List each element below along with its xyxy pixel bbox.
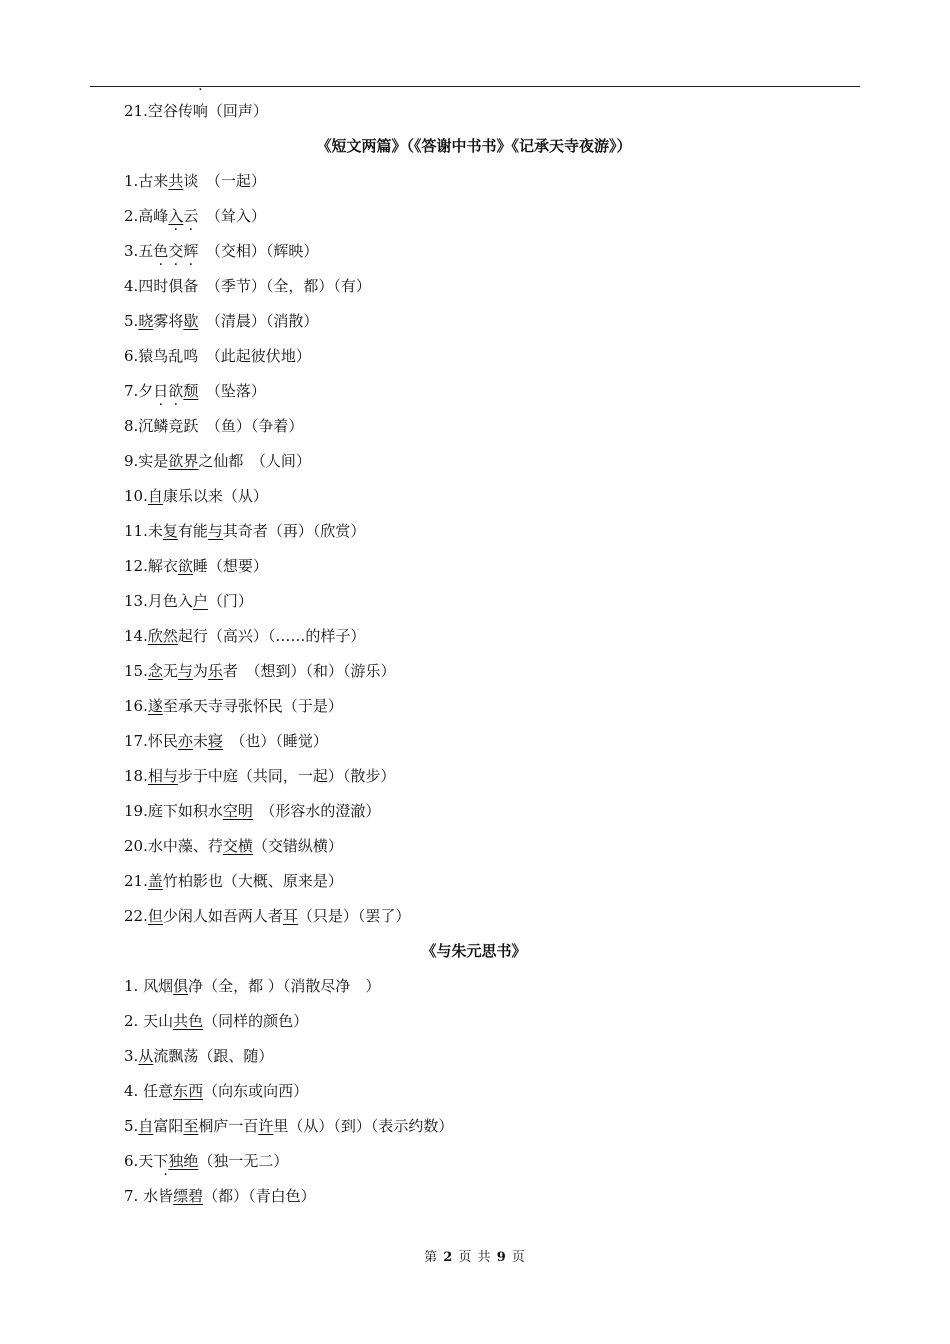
text-segment: 20.水中藻、荇 [124,837,223,855]
text-segment: 8.沉 [124,417,154,435]
underlined-term: 俱 [173,977,189,995]
text-segment: 为 [192,662,208,680]
text-segment: 1. 风烟 [124,977,174,995]
underlined-term: 亦 [177,732,193,750]
dotted-term: 交 [168,242,184,260]
text-segment: （同样的颜色） [203,1012,309,1030]
underlined-term: 共色 [173,1012,204,1030]
text-segment: 22. [124,907,148,925]
item-z7-piaobi [124,1181,824,1216]
section-title-duanwen-liangpian [124,131,824,166]
item-19-kongming [124,796,824,831]
item-11-weifu [124,516,824,551]
text-segment: 16. [124,697,148,715]
text-segment: 13.月色入 [124,592,193,610]
text-segment: 云 （耸入） [183,207,266,225]
item-18-xiangyu [124,761,824,796]
footer-suffix: 页 [511,1250,526,1265]
item-z1-fengyan [124,971,824,1006]
underlined-term: 颓 [183,382,199,400]
text-segment: （季节）（全，都）（有） [198,277,371,295]
page-footer [0,1246,950,1265]
item-6-yuanniao [124,341,824,376]
text-segment: 雾将 [153,312,184,330]
text-segment: 18. [124,767,148,785]
text-segment: （也）（睡觉） [222,732,328,750]
item-z4-renyi [124,1076,824,1111]
text-segment: 富阳 [153,1117,184,1135]
underlined-term: 与 [207,522,223,540]
item-17-huaimin [124,726,824,761]
dotted-term: 俱 [168,277,184,295]
text-segment: （都）（青白色） [203,1187,316,1205]
dotted-term: 辉 [183,242,199,260]
underlined-term: 欲界 [168,452,199,470]
text-segment: 竹柏影也（大概、原来是） [162,872,343,890]
underlined-term: 与 [177,662,193,680]
text-segment: 7.夕日欲 [124,382,184,400]
text-segment: 康乐以来（从） [162,487,268,505]
underlined-term: 欣然 [147,627,178,645]
underlined-term: 欲 [177,557,193,575]
text-segment: 谈 （一起） [183,172,266,190]
underlined-term: 但 [147,907,163,925]
text-segment: 有能 [177,522,208,540]
dotted-term: 竞 [168,417,184,435]
text-segment: 4.四 [124,277,154,295]
text-segment: （清晨）（消散） [198,312,319,330]
text-segment: 里（从）（到）（表示约数） [273,1117,454,1135]
underlined-term: 空明 [222,802,253,820]
text-segment: （交错纵横） [252,837,343,855]
footer-page-number: 2 [443,1250,454,1265]
text-segment: 桐庐一百 [198,1117,259,1135]
text-segment: 者 （想到）（和）（游乐） [222,662,396,680]
item-10-kangle [124,481,824,516]
text-segment: 1.古来 [124,172,169,190]
text-segment: （形容水的澄澈） [252,802,381,820]
item-1-gulai [124,166,824,201]
text-segment: 12.解衣 [124,557,178,575]
text-segment: 10. [124,487,148,505]
underlined-term: 耳 [282,907,298,925]
item-z6-dujue [124,1146,824,1181]
text-segment: 4. 任意 [124,1082,174,1100]
item-z5-zifuyang [124,1111,824,1146]
text-segment: 步于中庭（共同，一起）（散步） [177,767,396,785]
text-segment: 之仙都 （人间） [198,452,311,470]
text-segment: 睡（想要） [192,557,268,575]
text-segment: 2. 天山 [124,1012,174,1030]
dotted-term: 响 [192,102,208,120]
underlined-term: 遂 [147,697,163,715]
item-13-yuese [124,586,824,621]
item-8-chenlin [124,411,824,446]
text-segment: 21.空谷传 [124,102,193,120]
item-12-jieyi [124,551,824,586]
underlined-term: 盖 [147,872,163,890]
underlined-term: 寝 [207,732,223,750]
text-segment: 2.高峰 [124,207,169,225]
underlined-term: 缥碧 [173,1187,204,1205]
underlined-term: 许 [258,1117,274,1135]
item-21-gai [124,866,824,901]
footer-total-pages: 9 [496,1250,507,1265]
document-body [124,96,824,1216]
item-7-xiri [124,376,824,411]
text-segment: 起行（高兴）（……的样子） [177,627,366,645]
header-rule [90,86,860,87]
text-segment: 7. 水 [124,1187,159,1205]
dotted-term: 备 [183,277,199,295]
item-22-dan [124,901,824,936]
text-segment: 21. [124,872,148,890]
item-20-jiaoheng [124,831,824,866]
underlined-term: 共 [168,172,184,190]
item-21-kongu [124,96,824,131]
text-segment: 流飘荡（跟、随） [153,1047,274,1065]
footer-mid: 页 共 [458,1250,492,1265]
dotted-term: 皆 [158,1187,174,1205]
item-15-nianwu [124,656,824,691]
text-segment: （门） [207,592,253,610]
text-segment: 3. [124,1047,139,1065]
dotted-term: 鳞 [153,417,169,435]
text-segment: （独一无二） [198,1152,289,1170]
section-title-yu-zhu-yuansi-shu [124,936,824,971]
underlined-term: 念 [147,662,163,680]
text-segment: 《与朱元思书》 [421,942,527,960]
dotted-term: 时 [153,277,169,295]
item-9-yujie [124,446,824,481]
footer-prefix: 第 [424,1250,439,1265]
underlined-term: 相与 [147,767,178,785]
text-segment: 17.怀民 [124,732,178,750]
underlined-term: 户 [192,592,208,610]
text-segment: 其奇者（再）（欣赏） [222,522,366,540]
item-3-wuse [124,236,824,271]
underlined-term: 独绝 [168,1152,199,1170]
text-segment: 无 [162,662,178,680]
underlined-term: 歇 [183,312,199,330]
text-segment: 至承天寺寻张怀民（于是） [162,697,343,715]
text-segment: 净（全，都 ）（消散尽净 ） [188,977,381,995]
underlined-term: 乐 [207,662,223,680]
text-segment: 跃 （鱼）（争着） [183,417,304,435]
text-segment: 《短文两篇》（《答谢中书书》《记承天寺夜游》） [316,137,632,155]
text-segment: 14. [124,627,148,645]
item-14-xinran [124,621,824,656]
text-segment: 11.未 [124,522,163,540]
text-segment: 5. [124,312,139,330]
text-segment: （回声） [207,102,268,120]
text-segment: 15. [124,662,148,680]
text-segment: （向东或向西） [203,1082,309,1100]
item-16-suizhi [124,691,824,726]
text-segment: 6.猿鸟乱鸣 （此起彼伏地） [124,347,311,365]
underlined-term: 复 [162,522,178,540]
item-5-xiaowu [124,306,824,341]
underlined-term: 晓 [138,312,154,330]
text-segment: 6.天下 [124,1152,169,1170]
underlined-term: 从 [138,1047,154,1065]
underlined-term: 自 [138,1117,154,1135]
item-z3-congliu [124,1041,824,1076]
text-segment: 9.实是 [124,452,169,470]
underlined-term: 至 [183,1117,199,1135]
text-segment: 3.五色 [124,242,169,260]
text-segment: 5. [124,1117,139,1135]
text-segment: （坠落） [198,382,266,400]
underlined-term: 入 [168,207,184,225]
underlined-term: 东西 [173,1082,204,1100]
underlined-term: 自 [147,487,163,505]
underlined-term: 交横 [222,837,253,855]
text-segment: 少闲人如吾两人者 [162,907,283,925]
text-segment: （交相）（辉映） [198,242,319,260]
text-segment: 未 [192,732,208,750]
item-2-gaofeng [124,201,824,236]
text-segment: （只是）（罢了） [297,907,411,925]
item-4-sishi [124,271,824,306]
text-segment: 19.庭下如积水 [124,802,223,820]
item-z2-tianshan [124,1006,824,1041]
